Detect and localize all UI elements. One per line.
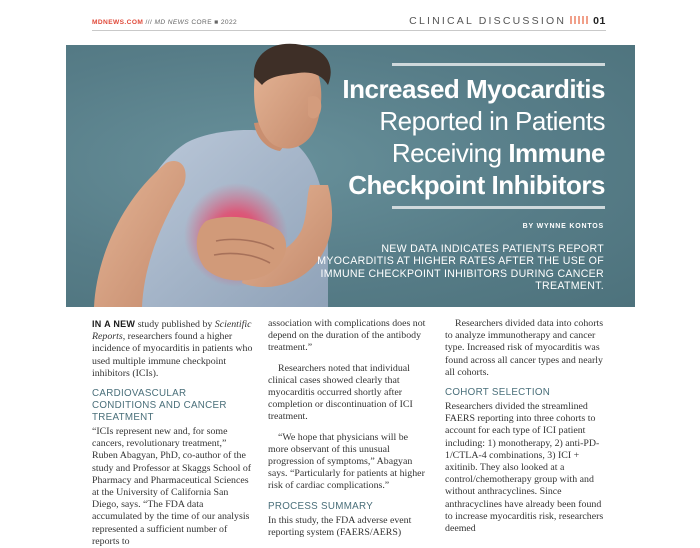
paragraph: In this study, the FDA adverse event reporting system (FAERS/AERS) [268, 514, 412, 538]
page-number: 01 [593, 15, 606, 27]
headline-line-3a: Receiving [391, 138, 509, 168]
paragraph [92, 318, 253, 380]
paragraph: Researchers noted that individual clinical cases showed clearly that myocarditis occurred shortly after completion or discontinuation of ICI treatment. [268, 362, 413, 423]
subheading-cohort-selection: COHORT SELECTION [445, 387, 551, 399]
headline-rule-top [392, 63, 605, 66]
source-line [92, 19, 237, 26]
paragraph: association with complications does not depend on the duration of the antibody treatment.” [268, 318, 426, 354]
headline-line-3 [305, 137, 605, 169]
byline: BY WYNNE KONTOS [522, 223, 604, 230]
site-name[interactable]: MDNEWS.COM [92, 19, 144, 26]
journal-name: Scientific Reports [92, 319, 252, 343]
header-divider [92, 30, 606, 31]
subheading-cardiovascular: CARDIOVASCULAR CONDITIONS AND CANCER TREATMENT [92, 388, 227, 424]
headline-line-3b: Immune [508, 138, 605, 168]
article-column-3 [445, 318, 606, 535]
stripes-decoration [570, 16, 590, 24]
headline [305, 73, 605, 201]
lead-in: IN A NEW [92, 319, 136, 329]
deck: NEW DATA INDICATES PATIENTS REPORT MYOCARDITIS AT HIGHER RATES AFTER THE USE OF IMMUNE CHECKPOINT INHIBITORS DURING CANCER TREATMENT. [317, 243, 604, 292]
section-name: CLINICAL DISCUSSION [409, 15, 567, 27]
paragraph: “ICIs represent new and, for some cancers, revolutionary treatment,” Ruben Abagyan, PhD, co-author of the study and Professor at Skaggs School of Pharmacy and Pharmaceutical Sciences at the University of California San Diego, says. “The FDA data accumulated by the time of our analysis represented a sufficient number of reports to [92, 426, 252, 547]
article-column-1 [92, 318, 253, 548]
source-separator: /// [143, 19, 155, 26]
paragraph: Researchers divided data into cohorts to analyze immunotherapy and cancer type. Increased risk of myocarditis was found across all cancer types and nearly all cohorts. [445, 318, 604, 378]
hero-banner [66, 45, 635, 307]
text-run: study published by [135, 319, 215, 330]
headline-line-2: Reported in Patients [379, 106, 605, 136]
paragraph: Researchers divided the streamlined FAERS reporting into three cohorts to account for each type of ICI patient including: 1) monotherapy, 2) anti-PD-1/CTLA-4 combinations, 3) ICI + axitinib. They also looked at a control/chemotherapy group with and without anthracyclines. Since anthracyclines have already been found to increase myocarditis risk, researchers deemed [445, 401, 604, 535]
article-column-2 [268, 318, 429, 539]
edition-label: CORE ■ 2022 [189, 19, 238, 26]
subheading-process-summary: PROCESS SUMMARY [268, 500, 374, 512]
paragraph: “We hope that physicians will be more observant of this unusual progression of symptoms,” Abagyan says. “Particularly for patients at higher risk of cardiac complications.” [268, 431, 425, 492]
page-header [92, 14, 606, 34]
headline-line-1: Increased Myocarditis [342, 74, 605, 104]
section-label [409, 15, 606, 27]
publication-name: MD NEWS [154, 19, 190, 26]
text-run: , researchers found a higher incidence of myocarditis in patients who used multiple immune checkpoint inhibitors (ICIs). [92, 331, 253, 379]
headline-line-4: Checkpoint Inhibitors [348, 170, 605, 200]
headline-rule-bottom [392, 206, 605, 209]
